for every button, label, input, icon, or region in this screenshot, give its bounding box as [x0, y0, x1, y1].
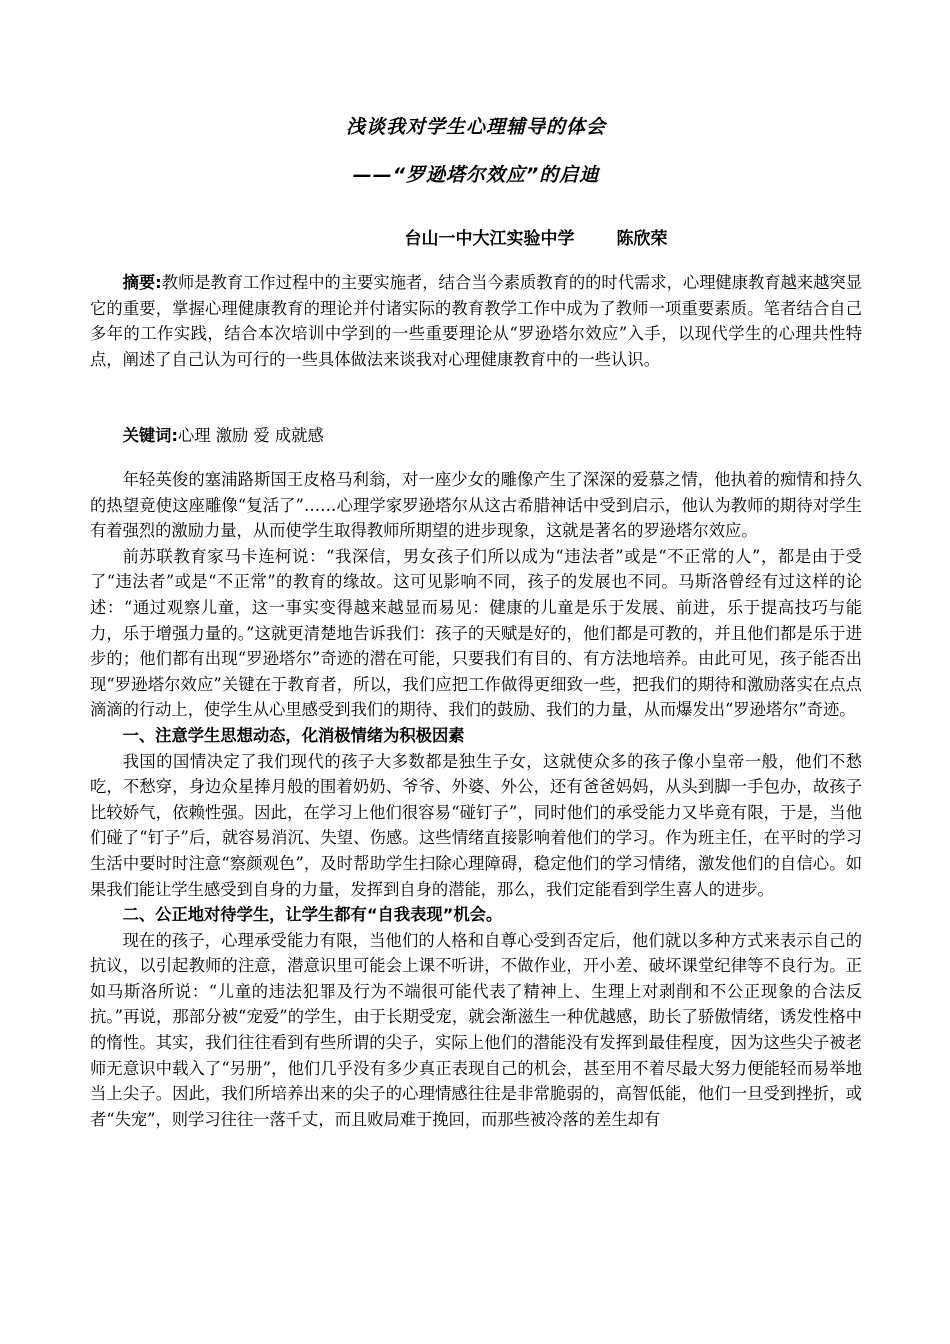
abstract-text: 教师是教育工作过程中的主要实施者，结合当今素质教育的的时代需求，心理健康教育越来越突显它的重要，掌握心理健康教育的理论并付诸实际的教育教学工作中成为了教师一项重要素质。笔者结合自己多年的工作实践，结合本次培训中学到的一些重要理论从“罗逊塔尔效应”入手，以现代学生的心理共性特点，阐述了自己认为可行的一些具体做法来谈我对心理健康教育中的一些认识。: [90, 273, 862, 369]
keywords-label: 关键词:: [122, 426, 178, 445]
keywords-section: [90, 423, 862, 449]
body-paragraph-4: 现在的孩子，心理承受能力有限，当他们的人格和自尊心受到否定后，他们就以多种方式来表示自己的抗议，以引起教师的注意，潜意识里可能会上课不听讲，不做作业，开小差、破坏课堂纪律等不良行为。正如马斯洛所说：“儿童的违法犯罪及行为不端很可能代表了精神上、生理上对剥削和不公正现象的合法反抗。”再说，那部分被“宠爱”的学生，由于长期受宠，就会渐滋生一种优越感，助长了骄傲情绪，诱发性格中的惰性。其实，我们往往看到有些所谓的尖子，实际上他们的潜能没有发挥到最佳程度，因为这些尖子被老师无意识中载入了“另册”，他们几乎没有多少真正表现自己的机会，甚至用不着尽最大努力便能轻而易举地当上尖子。因此，我们所培养出来的尖子的心理情感往往是非常脆弱的，高智低能，他们一旦受到挫折，或者“失宠”，则学习往往一落千丈，而且败局难于挽回，而那些被冷落的差生却有: [90, 930, 862, 1129]
abstract-section: [90, 270, 862, 372]
abstract-label: 摘要:: [122, 273, 162, 292]
document-title: 浅谈我对学生心理辅导的体会: [345, 116, 606, 138]
keywords-paragraph: [90, 423, 862, 449]
school-name: 台山一中大江实验中学: [404, 229, 575, 249]
body-section: [90, 467, 862, 1132]
body-paragraph-3: 我国的国情决定了我们现代的孩子大多数都是独生子女，这就使众多的孩子像小皇帝一般，他们不愁吃，不愁穿，身边众星捧月般的围着奶奶、爷爷、外婆、外公，还有爸爸妈妈，从头到脚一手包办，故孩子比较娇气，依赖性强。因此，在学习上他们很容易“碰钉子”，同时他们的承受能力又毕竟有限，于是，当他们碰了“钉子”后，就容易消沉、失望、伤感。这些情绪直接影响着他们的学习。作为班主任，在平时的学习生活中要时时注意“察颜观色”，及时帮助学生扫除心理障碍，稳定他们的学习情绪，激发他们的自信心。如果我们能让学生感受到自身的力量，发挥到自身的潜能，那么，我们定能看到学生喜人的进步。: [90, 751, 862, 899]
document-page: [90, 0, 862, 1344]
author-name: 陈欣荣: [616, 229, 668, 249]
document-subtitle: ——“罗逊塔尔效应”的启迪: [352, 164, 600, 186]
abstract-paragraph: [90, 270, 862, 372]
section-heading-1: 一、注意学生思想动态，化消极情绪为积极因素: [122, 725, 465, 745]
author-line: [90, 224, 862, 249]
keywords-text: 心理 激励 爱 成就感: [177, 426, 324, 445]
body-paragraph-1: 年轻英俊的塞浦路斯国王皮格马利翁，对一座少女的雕像产生了深深的爱慕之情，他执着的痴情和持久的热望竟使这座雕像“复活了”……心理学家罗逊塔尔从这古希腊神话中受到启示，他认为教师的期待对学生有着强烈的激励力量，从而使学生取得教师所期望的进步现象，这就是著名的罗逊塔尔效应。: [90, 470, 862, 541]
section-heading-2: 二、公正地对待学生，让学生都有“自我表现”机会。: [122, 905, 503, 925]
body-paragraph-2: 前苏联教育家马卡连柯说：“我深信，男女孩子们所以成为“违法者”或是“不正常的人”，都是由于受了“违法者”或是“不正常”的教育的缘故。这可见影响不同，孩子的发展也不同。马斯洛曾经有过这样的论述：“通过观察儿童，这一事实变得越来越显而易见：健康的儿童是乐于发展、前进，乐于提高技巧与能力，乐于增强力量的。”这就更清楚地告诉我们：孩子的天赋是好的，他们都是可教的，并且他们都是乐于进步的；他们都有出现“罗逊塔尔”奇迹的潜在可能，只要我们有目的、有方法地培养。由此可见，孩子能否出现“罗逊塔尔效应”关键在于教育者，所以，我们应把工作做得更细致一些，把我们的期待和激励落实在点点滴滴的行动上，使学生从心里感受到我们的期待、我们的鼓励、我们的力量，从而爆发出“罗逊塔尔”奇迹。: [90, 546, 862, 720]
